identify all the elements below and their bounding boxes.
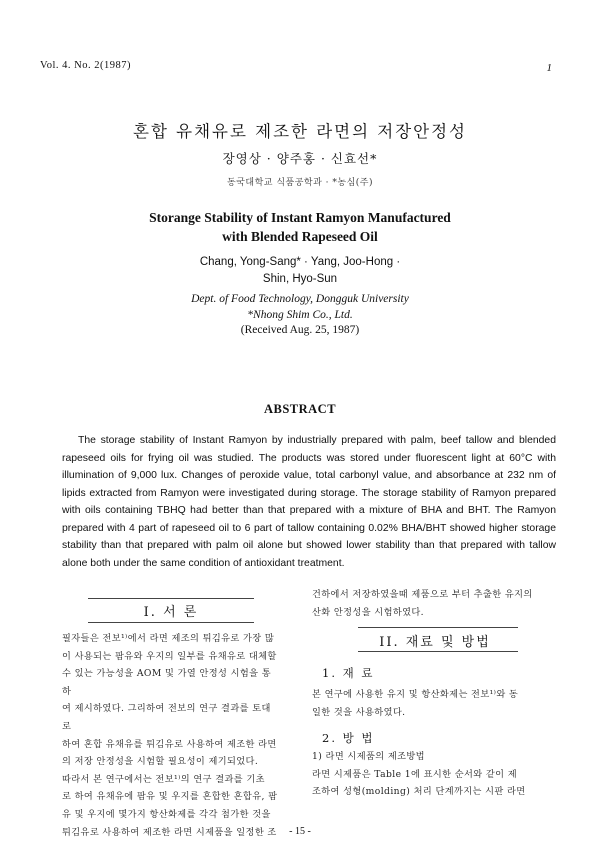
section2-rule-bottom	[358, 651, 518, 652]
english-authors-line2: Shin, Hyo-Sun	[262, 273, 338, 285]
subsection1-body	[312, 686, 558, 721]
section1-line: 하여 혼합 유채유를 튀김유로 사용하여 제조한 라면	[62, 738, 277, 750]
subsection2-heading: 2. 방 법	[322, 731, 375, 745]
section1-line: 의 저장 안정성을 시험할 필요성이 제기되었다.	[62, 756, 259, 768]
english-affiliation	[0, 291, 600, 323]
korean-affiliation: 동국대학교 식품공학과 · *농심(주)	[227, 178, 373, 188]
section1-line: 이 사용되는 팜유와 우지의 일부를 유채유로 대체할	[62, 650, 277, 662]
section1-line: 필자들은 전보¹⁾에서 라면 제조의 튀김유로 가장 많	[62, 633, 275, 644]
section2-rule-top	[358, 627, 518, 628]
received-date: (Received Aug. 25, 1987)	[240, 324, 360, 336]
english-affil-line1: Dept. of Food Technology, Dongguk University	[191, 293, 409, 305]
subsection2-item: 1) 라면 시제품의 제조방법	[312, 751, 425, 762]
section2-heading: II. 재료 및 방법	[379, 635, 491, 650]
right-intro-line: 건하에서 저장하였을때 제품으로 부터 추출한 유지의	[312, 589, 533, 600]
subsection1-heading: 1. 재 료	[322, 666, 375, 680]
section1-line: 튀김유로 사용하여 제조한 라면 시제품을 일정한 조	[62, 826, 277, 838]
page-number: 1	[546, 62, 552, 74]
english-authors-line1: Chang, Yong-Sang* · Yang, Joo-Hong ·	[199, 256, 401, 268]
section1-rule-bottom	[88, 622, 254, 623]
section1-heading: I. 서 론	[143, 605, 199, 620]
korean-authors: 장영상 · 양주홍 · 신효선*	[222, 151, 378, 166]
english-title-line2: with Blended Rapeseed Oil	[222, 229, 378, 244]
abstract-heading: ABSTRACT	[263, 402, 337, 416]
section1-body	[62, 630, 280, 841]
right-intro	[312, 586, 558, 621]
right-intro-line: 산화 안정성을 시험하였다.	[312, 606, 424, 618]
volume-info: Vol. 4. No. 2(1987)	[40, 60, 131, 71]
section1-rule-top	[88, 598, 254, 599]
korean-title: 혼합 유채유로 제조한 라면의 저장안정성	[133, 122, 467, 141]
section1-line: 여 제시하였다. 그리하여 전보의 연구 결과를 토대로	[62, 703, 271, 732]
subsection2-line: 라면 시제품은 Table 1에 표시한 순서와 같이 제	[312, 768, 518, 780]
subsection1-line: 일한 것을 사용하였다.	[312, 706, 406, 718]
english-title-line1: Storange Stability of Instant Ramyon Manufactured	[149, 210, 451, 225]
page-footer: - 15 -	[289, 826, 311, 837]
english-affil-line2: *Nhong Shim Co., Ltd.	[247, 309, 353, 321]
abstract-body: The storage stability of Instant Ramyon by industrially prepared with palm, beef tallow and blended rapeseed oils for frying oil was studied. The products was stored under fluorescent light at 60°C with illumination of 9,000 lux. Changes of peroxide value, total carbonyl value, and absorbance at 232 nm of lipids extracted from Ramyon were investigated during storage. The storage stability of Ramyon prepared with oils containing TBHQ had better than that prepared with a mixture of BHA and BHT. The Ramyon prepared with 4 part of rapeseed oil to 6 part of tallow containing 0.02% BHA/BHT showed higher storage stability than that prepared with palm oil alone but showed lower stability than that prepared with tallow alone both under the same condition of antioxidant treatment.	[62, 435, 556, 569]
subsection2-body	[312, 748, 558, 801]
english-title	[0, 208, 600, 246]
section1-line: 로 하여 유채유에 팜유 및 우지를 혼합한 혼합유, 팜	[62, 791, 278, 803]
section1-line: 수 있는 가능성을 AOM 및 가열 안정성 시험을 통하	[62, 668, 272, 697]
english-authors	[0, 254, 600, 288]
subsection1-line: 본 연구에 사용한 유지 및 항산화제는 전보¹⁾와 동	[312, 689, 519, 700]
subsection2-line: 조하여 성형(molding) 처리 단계까지는 시판 라면	[312, 786, 526, 798]
section1-line: 따라서 본 연구에서는 전보¹⁾의 연구 결과를 기초	[62, 773, 265, 785]
section1-line: 유 및 우지에 몇가지 항산화제를 각각 첨가한 것을	[62, 808, 271, 820]
